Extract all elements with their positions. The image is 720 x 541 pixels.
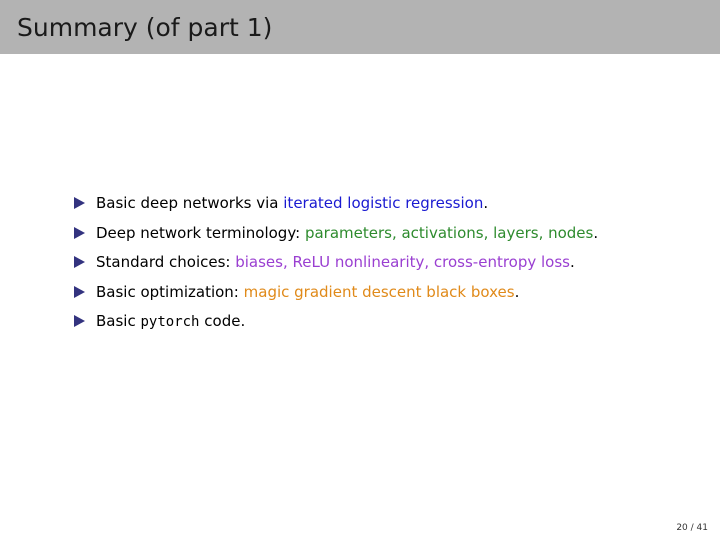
bullet-item-deep-networks	[74, 192, 598, 222]
triangle-bullet-icon	[74, 197, 85, 209]
bullet-text	[96, 281, 519, 303]
bullet-plain-text: Standard choices:	[96, 253, 236, 271]
bullet-item-optimization	[74, 281, 598, 311]
bullet-highlight-text: biases, ReLU nonlinearity, cross-entropy loss	[235, 253, 570, 271]
bullet-item-terminology	[74, 222, 598, 252]
bullet-text	[96, 222, 598, 244]
bullet-plain-text: Basic	[96, 312, 141, 330]
slide-title: Summary (of part 1)	[17, 13, 273, 42]
bullet-plain-text: Basic optimization:	[96, 282, 244, 301]
bullet-item-pytorch-code	[74, 310, 598, 340]
bullet-code-text: pytorch	[140, 314, 200, 330]
bullet-text	[96, 310, 245, 333]
bullet-end-text: code.	[199, 312, 246, 330]
bullet-plain-text: Deep network terminology:	[96, 223, 305, 242]
bullet-end-text: .	[593, 223, 599, 242]
bullet-text	[96, 251, 575, 273]
triangle-bullet-icon	[74, 256, 85, 268]
bullet-end-text: .	[570, 253, 575, 271]
triangle-bullet-icon	[74, 315, 85, 327]
slide-header-bar	[0, 0, 720, 54]
bullet-end-text: .	[483, 194, 489, 212]
summary-bullet-list	[74, 192, 598, 340]
bullet-highlight-text: iterated logistic regression	[283, 194, 484, 212]
triangle-bullet-icon	[74, 227, 85, 239]
bullet-plain-text: Basic deep networks via	[96, 194, 284, 212]
bullet-text	[96, 192, 488, 214]
triangle-bullet-icon	[74, 286, 85, 298]
bullet-highlight-text: magic gradient descent black boxes	[243, 282, 515, 301]
page-number: 20 / 41	[676, 523, 708, 533]
bullet-end-text: .	[514, 282, 520, 301]
bullet-highlight-text: parameters, activations, layers, nodes	[304, 223, 594, 242]
bullet-item-standard-choices	[74, 251, 598, 281]
